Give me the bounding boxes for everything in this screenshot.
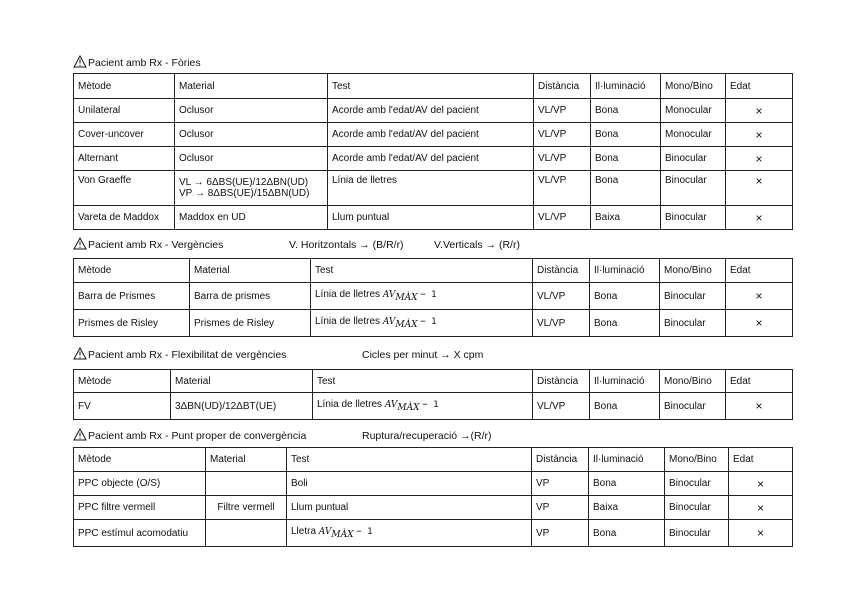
test-cell: Acorde amb l'edat/AV del pacient xyxy=(328,99,534,123)
header-cell: Distància xyxy=(533,259,590,283)
lighting-cell: Bona xyxy=(590,393,660,420)
test-cell: Acorde amb l'edat/AV del pacient xyxy=(328,147,534,171)
mono-bino-cell: Binocular xyxy=(665,472,729,496)
header-cell: Edat xyxy=(726,74,793,99)
table-row xyxy=(74,123,793,147)
material-cell: Prismes de Risley xyxy=(190,310,311,337)
test-cell xyxy=(311,283,533,310)
table-row xyxy=(74,520,793,547)
method-cell: PPC objecte (O/S) xyxy=(74,472,206,496)
test-text: Lletra xyxy=(291,526,317,537)
test-cell: Boli xyxy=(287,472,532,496)
formula-sub: MÀX xyxy=(331,530,354,540)
lighting-cell: Bona xyxy=(589,472,665,496)
test-cell: Acorde amb l'edat/AV del pacient xyxy=(328,123,534,147)
header-cell: Test xyxy=(328,74,534,99)
table-row xyxy=(74,99,793,123)
test-cell: Llum puntual xyxy=(328,206,534,230)
test-text: Línia de lletres xyxy=(315,316,381,327)
header-cell: Il·luminació xyxy=(590,259,660,283)
header-cell: Il·luminació xyxy=(591,74,661,99)
distance-cell: VP xyxy=(532,520,589,547)
method-cell: Von Graeffe xyxy=(74,171,175,206)
distance-cell: VL/VP xyxy=(533,310,590,337)
material-cell xyxy=(206,472,287,496)
lighting-cell: Baixa xyxy=(591,206,661,230)
age-cross-icon: × xyxy=(726,147,793,171)
method-cell: Vareta de Maddox xyxy=(74,206,175,230)
distance-cell: VL/VP xyxy=(533,283,590,310)
header-cell: Material xyxy=(190,259,311,283)
distance-cell: VL/VP xyxy=(534,99,591,123)
mono-bino-cell: Monocular xyxy=(661,123,726,147)
lighting-cell: Bona xyxy=(591,147,661,171)
test-cell: Línia de lletres xyxy=(328,171,534,206)
header-cell: Material xyxy=(206,448,287,472)
test-cell xyxy=(313,393,533,420)
material-cell xyxy=(206,520,287,547)
material-line-vl: VL → 6ΔBS(UE)/12ΔBN(UD) xyxy=(179,177,309,188)
table-row xyxy=(74,496,793,520)
header-cell: Mètode xyxy=(74,370,171,393)
table-row xyxy=(74,206,793,230)
age-cross-icon: × xyxy=(726,310,793,337)
lighting-cell: Bona xyxy=(589,520,665,547)
section-title-text: Pacient amb Rx - Punt proper de convergència xyxy=(88,430,307,442)
age-cross-icon: × xyxy=(726,123,793,147)
flexibilitat-table xyxy=(73,369,793,420)
formula-sub: MÀX xyxy=(397,403,420,413)
header-cell: Edat xyxy=(726,370,793,393)
distance-cell: VL/VP xyxy=(534,171,591,206)
formula-av: AV xyxy=(382,317,396,327)
method-cell: PPC estímul acomodatiu xyxy=(74,520,206,547)
header-cell: Mètode xyxy=(74,74,175,99)
header-cell: Distància xyxy=(534,74,591,99)
header-cell: Test xyxy=(287,448,532,472)
mono-bino-cell: Binocular xyxy=(661,206,726,230)
mono-bino-cell: Binocular xyxy=(660,393,726,420)
formula-av: AV xyxy=(382,290,396,300)
table-header-row xyxy=(74,370,793,393)
formula-tail: − 1 xyxy=(356,527,373,537)
method-cell: FV xyxy=(74,393,171,420)
method-cell: Barra de Prismes xyxy=(74,283,190,310)
header-cell: Test xyxy=(313,370,533,393)
table-row xyxy=(74,147,793,171)
header-cell: Distància xyxy=(532,448,589,472)
formula-sub: MÀX xyxy=(395,293,418,303)
mono-bino-cell: Monocular xyxy=(661,99,726,123)
method-cell: Alternant xyxy=(74,147,175,171)
method-cell: Unilateral xyxy=(74,99,175,123)
header-cell: Edat xyxy=(726,259,793,283)
break-recovery-note: Ruptura/recuperació →(R/r) xyxy=(362,430,492,442)
section-title-flexibilitat xyxy=(73,347,792,363)
header-cell: Mètode xyxy=(74,448,206,472)
section-title-text: Pacient amb Rx - Vergències xyxy=(88,239,224,251)
method-cell: Cover-uncover xyxy=(74,123,175,147)
warning-icon xyxy=(73,428,87,441)
header-cell: Mono/Bino xyxy=(665,448,729,472)
section-title-vergencies xyxy=(73,237,792,253)
header-cell: Test xyxy=(311,259,533,283)
section-title-fories xyxy=(73,55,201,71)
age-cross-icon: × xyxy=(729,520,793,547)
header-cell: Il·luminació xyxy=(589,448,665,472)
lighting-cell: Bona xyxy=(590,283,660,310)
distance-cell: VL/VP xyxy=(534,123,591,147)
lighting-cell: Bona xyxy=(591,171,661,206)
material-line-vp: VP → 8ΔBS(UE)/15ΔBN(UD) xyxy=(179,188,310,199)
fories-table xyxy=(73,73,793,230)
table-row xyxy=(74,393,793,420)
table-row xyxy=(74,283,793,310)
age-cross-icon: × xyxy=(726,171,793,206)
mono-bino-cell: Binocular xyxy=(665,520,729,547)
header-cell: Edat xyxy=(729,448,793,472)
lighting-cell: Bona xyxy=(590,310,660,337)
cycles-note: Cicles per minut → X cpm xyxy=(362,349,484,361)
formula-tail: − 1 xyxy=(420,317,437,327)
section-title-text: Pacient amb Rx - Fòries xyxy=(88,57,201,69)
age-cross-icon: × xyxy=(726,99,793,123)
table-header-row xyxy=(74,74,793,99)
lighting-cell: Bona xyxy=(591,123,661,147)
age-cross-icon: × xyxy=(726,206,793,230)
warning-icon xyxy=(73,55,87,68)
lighting-cell: Baixa xyxy=(589,496,665,520)
mono-bino-cell: Binocular xyxy=(660,283,726,310)
table-row xyxy=(74,472,793,496)
distance-cell: VP xyxy=(532,472,589,496)
table-header-row xyxy=(74,448,793,472)
test-cell xyxy=(311,310,533,337)
horizontal-vergence-note: V. Horitzontals → (B/R/r) xyxy=(289,239,404,251)
header-cell: Distància xyxy=(533,370,590,393)
warning-icon xyxy=(73,347,87,360)
material-cell: Oclusor xyxy=(175,123,328,147)
formula-tail: − 1 xyxy=(422,400,439,410)
vertical-vergence-note: V.Verticals → (R/r) xyxy=(434,239,520,251)
distance-cell: VL/VP xyxy=(534,206,591,230)
material-cell: Maddox en UD xyxy=(175,206,328,230)
distance-cell: VP xyxy=(532,496,589,520)
material-cell xyxy=(175,171,328,206)
formula-av: AV xyxy=(384,400,398,410)
age-cross-icon: × xyxy=(726,393,793,420)
section-title-text: Pacient amb Rx - Flexibilitat de vergències xyxy=(88,349,287,361)
test-cell xyxy=(287,520,532,547)
material-cell: Oclusor xyxy=(175,99,328,123)
formula-av: AV xyxy=(318,527,332,537)
formula-sub: MÀX xyxy=(395,320,418,330)
section-title-ppc xyxy=(73,428,792,444)
table-row xyxy=(74,171,793,206)
mono-bino-cell: Binocular xyxy=(665,496,729,520)
mono-bino-cell: Binocular xyxy=(661,171,726,206)
material-cell: Oclusor xyxy=(175,147,328,171)
test-text: Línia de lletres xyxy=(317,399,383,410)
method-cell: Prismes de Risley xyxy=(74,310,190,337)
header-cell: Material xyxy=(175,74,328,99)
header-cell: Mètode xyxy=(74,259,190,283)
distance-cell: VL/VP xyxy=(534,147,591,171)
test-cell: Llum puntual xyxy=(287,496,532,520)
formula-tail: − 1 xyxy=(420,290,437,300)
mono-bino-cell: Binocular xyxy=(660,310,726,337)
method-cell: PPC filtre vermell xyxy=(74,496,206,520)
header-cell: Il·luminació xyxy=(590,370,660,393)
test-text: Línia de lletres xyxy=(315,289,381,300)
ppc-table xyxy=(73,447,793,547)
age-cross-icon: × xyxy=(729,496,793,520)
warning-icon xyxy=(73,237,87,250)
age-cross-icon: × xyxy=(729,472,793,496)
header-cell: Mono/Bino xyxy=(660,370,726,393)
header-cell: Material xyxy=(171,370,313,393)
header-cell: Mono/Bino xyxy=(661,74,726,99)
material-cell: Filtre vermell xyxy=(206,496,287,520)
mono-bino-cell: Binocular xyxy=(661,147,726,171)
age-cross-icon: × xyxy=(726,283,793,310)
vergencies-table xyxy=(73,258,793,337)
material-cell: Barra de prismes xyxy=(190,283,311,310)
distance-cell: VL/VP xyxy=(533,393,590,420)
material-cell: 3ΔBN(UD)/12ΔBT(UE) xyxy=(171,393,313,420)
table-row xyxy=(74,310,793,337)
header-cell: Mono/Bino xyxy=(660,259,726,283)
lighting-cell: Bona xyxy=(591,99,661,123)
table-header-row xyxy=(74,259,793,283)
